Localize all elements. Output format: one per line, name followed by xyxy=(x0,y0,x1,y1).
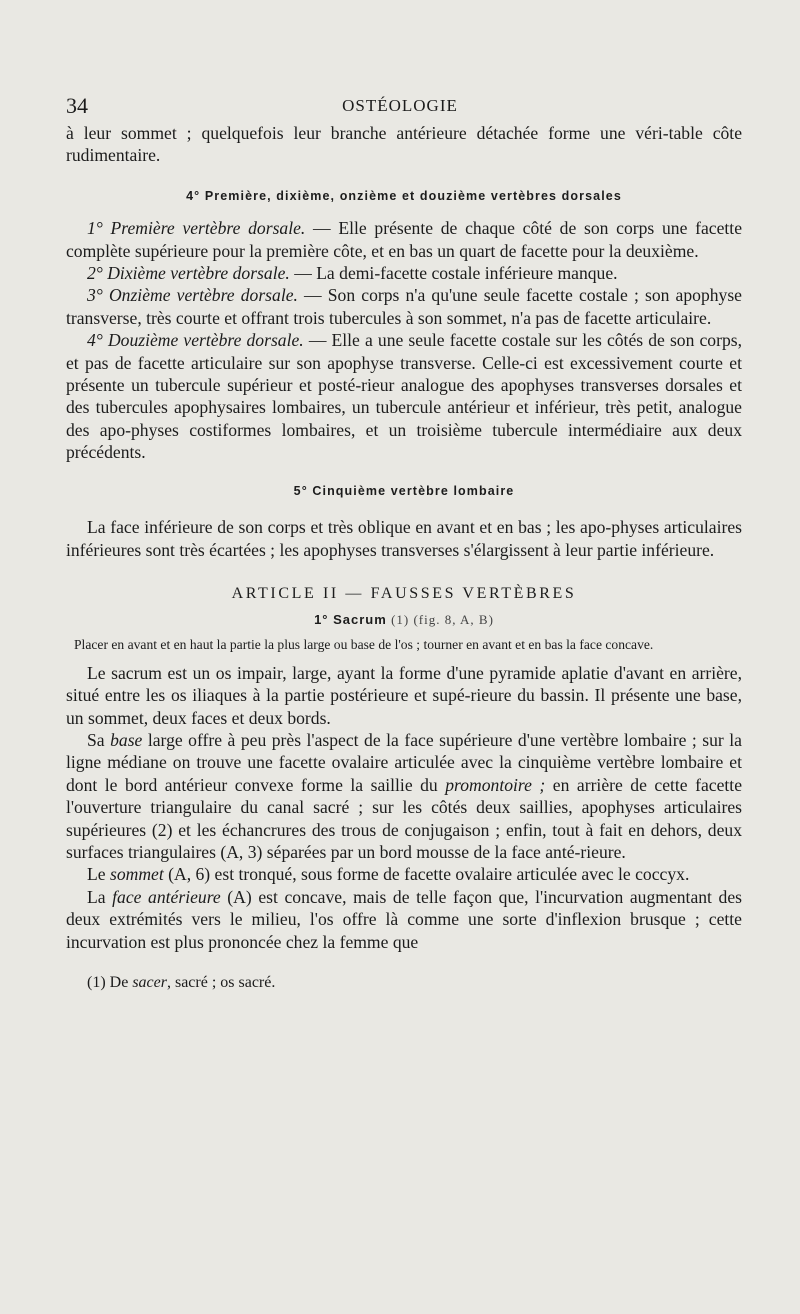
page-number: 34 xyxy=(66,93,88,118)
section-5-heading: 5° Cinquième vertèbre lombaire xyxy=(293,483,515,498)
item-4-paragraph xyxy=(66,329,742,463)
section-4-heading: 4° Première, dixième, onzième et douzième vertèbres dorsales xyxy=(186,188,622,203)
base-paragraph xyxy=(66,729,742,863)
sommet-term: sommet xyxy=(109,864,164,885)
sommet-paragraph xyxy=(66,863,742,885)
intro-paragraph: à leur sommet ; quelquefois leur branche antérieure détachée forme une véri-table côte rudimentaire. xyxy=(66,123,742,166)
sommet-text-pre: Le xyxy=(87,864,110,885)
face-text-post: (A) est concave, mais de telle façon que, l'incurvation augmentant des deux extrémités vers le milieu, l'os offre là comme une sorte d'inflexion brusque ; cette incurvation est plus prononcée chez la femme que xyxy=(66,886,742,952)
sommet-text-post: (A, 6) est tronqué, sous forme de facette ovalaire articulée avec le coccyx. xyxy=(163,864,690,885)
base-text-mid: large offre à peu près l'aspect de la face supérieure d'une vertèbre lombaire ; sur la ligne médiane on trouve une facette ovalaire articulée avec la cinquième vertèbre lombaire et dont le bord antérieur convexe forme la saillie du xyxy=(66,729,742,795)
running-title: OSTÉOLOGIE xyxy=(342,96,458,115)
face-term: face antérieure xyxy=(112,886,221,907)
page-header xyxy=(0,93,800,119)
figure-reference: (1) (fig. 8, A, B) xyxy=(386,612,494,628)
sacrum-label: 1° Sacrum xyxy=(314,612,387,628)
footnote-text-post: , sacré ; os sacré. xyxy=(166,974,276,991)
item-2-label: 2° Dixième vertèbre dorsale. xyxy=(87,263,290,284)
item-4-label: 4° Douzième vertèbre dorsale. xyxy=(87,330,304,351)
item-2-paragraph xyxy=(66,262,742,284)
section-5-paragraph: La face inférieure de son corps et très oblique en avant et en bas ; les apo-physes articulaires inférieures sont très écartées ; les apophyses transverses s'élargissent à leur partie inférieure. xyxy=(66,517,742,560)
footnote-term: sacer xyxy=(132,974,167,991)
item-1-paragraph xyxy=(66,217,742,262)
item-4-text: — Elle a une seule facette costale sur les côtés de son corps, et pas de facette articulaire sur son apophyse transverse. Celle-ci est excessivement courte et présente un tubercule supérieur et posté-rieur analogue des apophyses transverses dorsales et des tubercules apophysaires lombaires, un tubercule antérieur et inférieur, très petit, analogue des apo-physes costiformes lombaires, et un troisième tubercule intermédiaire aux deux précédents. xyxy=(66,330,743,463)
article-heading: ARTICLE II — FAUSSES VERTÈBRES xyxy=(231,584,577,602)
footnote-text-pre: De xyxy=(105,974,133,991)
page-body xyxy=(66,122,742,993)
item-3-paragraph xyxy=(66,284,742,329)
sacrum-paragraph-1: Le sacrum est un os impair, large, ayant la forme d'une pyramide aplatie d'avant en arrière, situé entre les os iliaques à la partie postérieure et supé-rieure du bassin. Il présente une base, un sommet, deux faces et deux bords. xyxy=(66,662,742,728)
base-text-pre: Sa xyxy=(87,729,111,750)
footnote xyxy=(66,973,742,993)
item-3-text: — Son corps n'a qu'une seule facette costale ; son apophyse transverse, très courte et offrant trois tubercules à son sommet, n'a pas de facette articulaire. xyxy=(66,285,742,328)
item-1-label: 1° Première vertèbre dorsale. xyxy=(87,218,306,239)
footnote-mark: (1) xyxy=(87,974,106,991)
sacrum-heading xyxy=(66,609,742,631)
item-1-text: — Elle présente de chaque côté de son corps une facette complète supérieure pour la première côte, et en bas un quart de facette pour la deuxième. xyxy=(66,218,742,261)
base-text-post: en arrière de cette facette l'ouverture triangulaire du canal sacré ; sur les côtés deux saillies, apophyses articulaires supérieures (2) et les échancrures des trous de conjugaison ; enfin, tout à fait en dehors, deux surfaces triangulaires (A, 3) séparées par un bord mousse de la face anté-rieure. xyxy=(66,774,742,862)
item-3-label: 3° Onzième vertèbre dorsale. xyxy=(87,285,298,306)
promontoire-term: promontoire ; xyxy=(445,774,546,795)
face-paragraph xyxy=(66,886,742,953)
face-text-pre: La xyxy=(87,886,113,907)
base-term: base xyxy=(110,729,143,750)
item-2-text: — La demi-facette costale inférieure manque. xyxy=(289,263,618,284)
placement-note: Placer en avant et en haut la partie la plus large ou base de l'os ; tourner en avant et en bas la face concave. xyxy=(74,636,654,652)
